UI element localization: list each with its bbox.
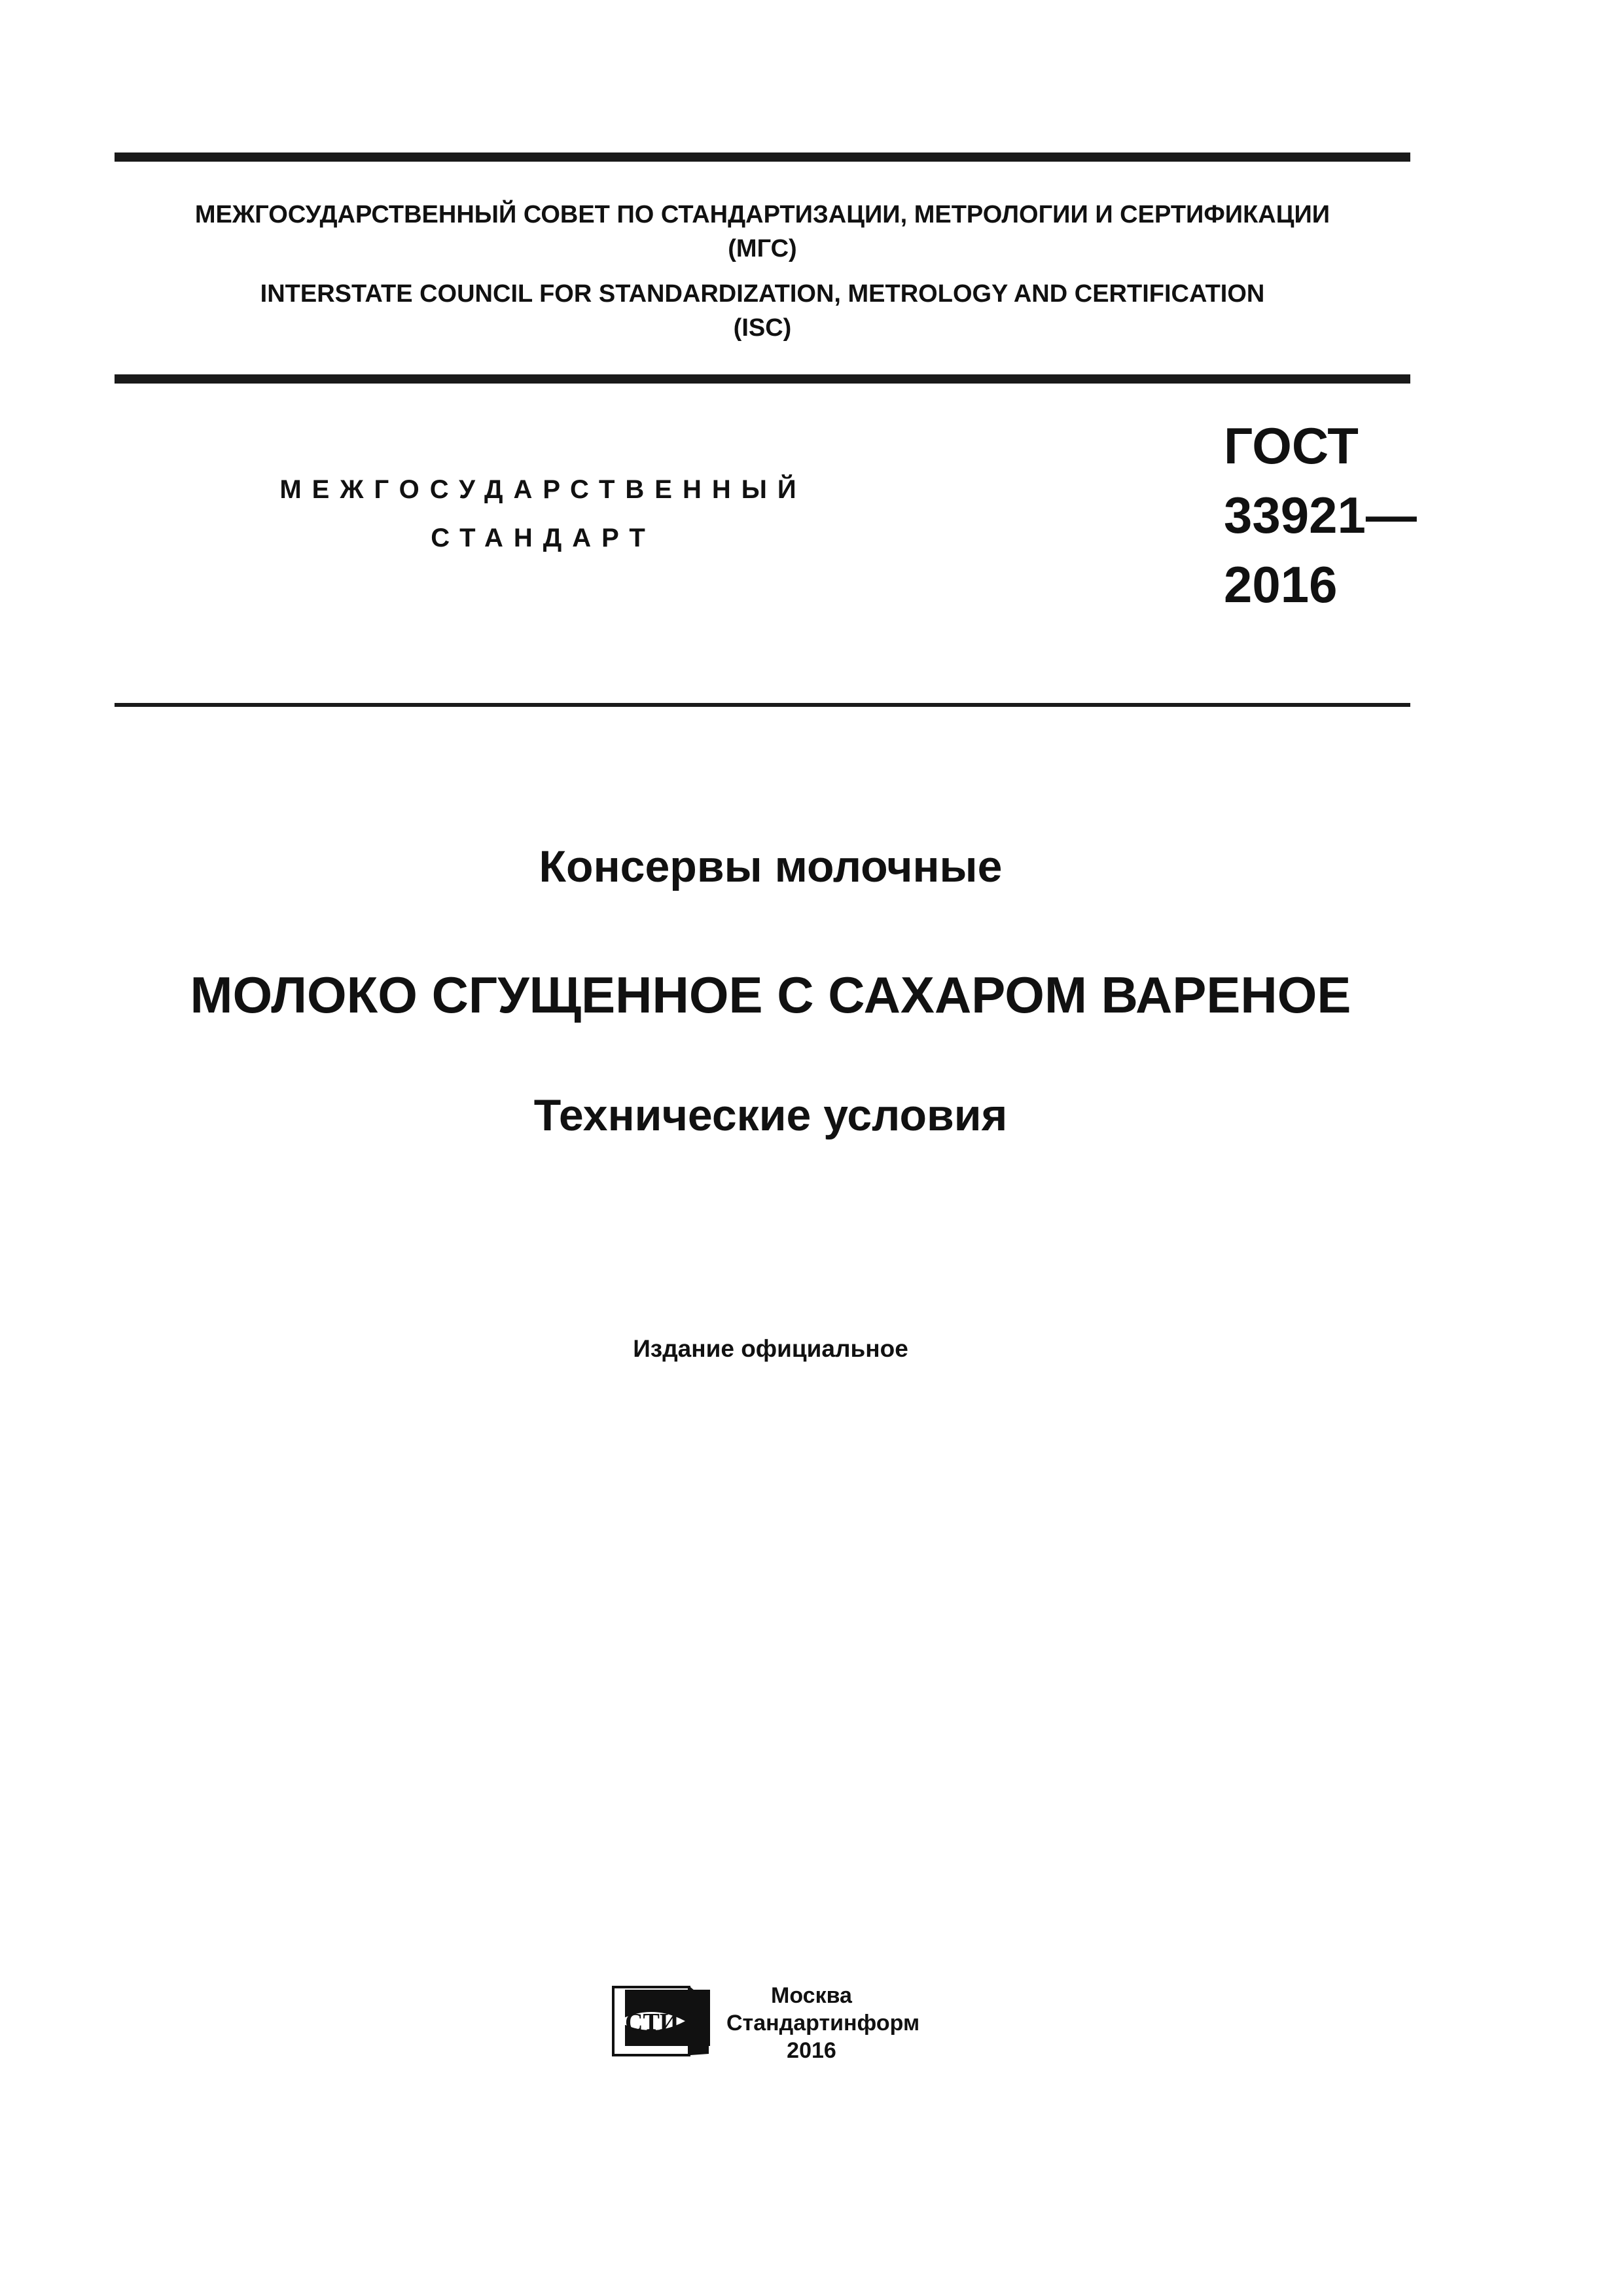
standard-code-year: 2016 [1224, 556, 1338, 613]
header-bottom-rule [115, 374, 1410, 384]
standard-kind-line-1: МЕЖГОСУДАРСТВЕННЫЙ [279, 475, 807, 504]
council-name-ru-line: МЕЖГОСУДАРСТВЕННЫЙ СОВЕТ ПО СТАНДАРТИЗАЦИИ, МЕТРОЛОГИИ И СЕРТИФИКАЦИИ [194, 201, 1330, 228]
standard-kind [216, 465, 870, 562]
standard-code-prefix: ГОСТ [1224, 417, 1359, 475]
publisher-name: Стандартинформ [726, 2011, 920, 2036]
product-title: МОЛОКО СГУЩЕННОЕ С САХАРОМ ВАРЕНОЕ [190, 966, 1351, 1024]
title-rule [115, 703, 1410, 707]
edition-note: Издание официальное [633, 1335, 908, 1362]
council-abbr-ru: (МГС) [728, 235, 797, 262]
council-abbr-en: (ISC) [733, 314, 792, 342]
council-name-ru [115, 198, 1410, 266]
standard-kind-line-2: СТАНДАРТ [431, 524, 656, 552]
document-subtitle: Технические условия [533, 1090, 1008, 1140]
council-name-en-line: INTERSTATE COUNCIL FOR STANDARDIZATION, METROLOGY AND CERTIFICATION [260, 280, 1265, 308]
publication-year: 2016 [787, 2038, 836, 2063]
product-group: Консервы молочные [539, 842, 1003, 891]
svg-text:СТИ: СТИ [625, 2009, 679, 2036]
standard-code-number: 33921— [1224, 486, 1417, 544]
publisher-city: Москва [771, 1983, 852, 2008]
standartinform-logo-icon [612, 1983, 710, 2059]
standard-code [1224, 411, 1417, 619]
top-rule [115, 152, 1410, 162]
council-name-en [115, 277, 1410, 345]
publisher-imprint [726, 1982, 920, 2064]
